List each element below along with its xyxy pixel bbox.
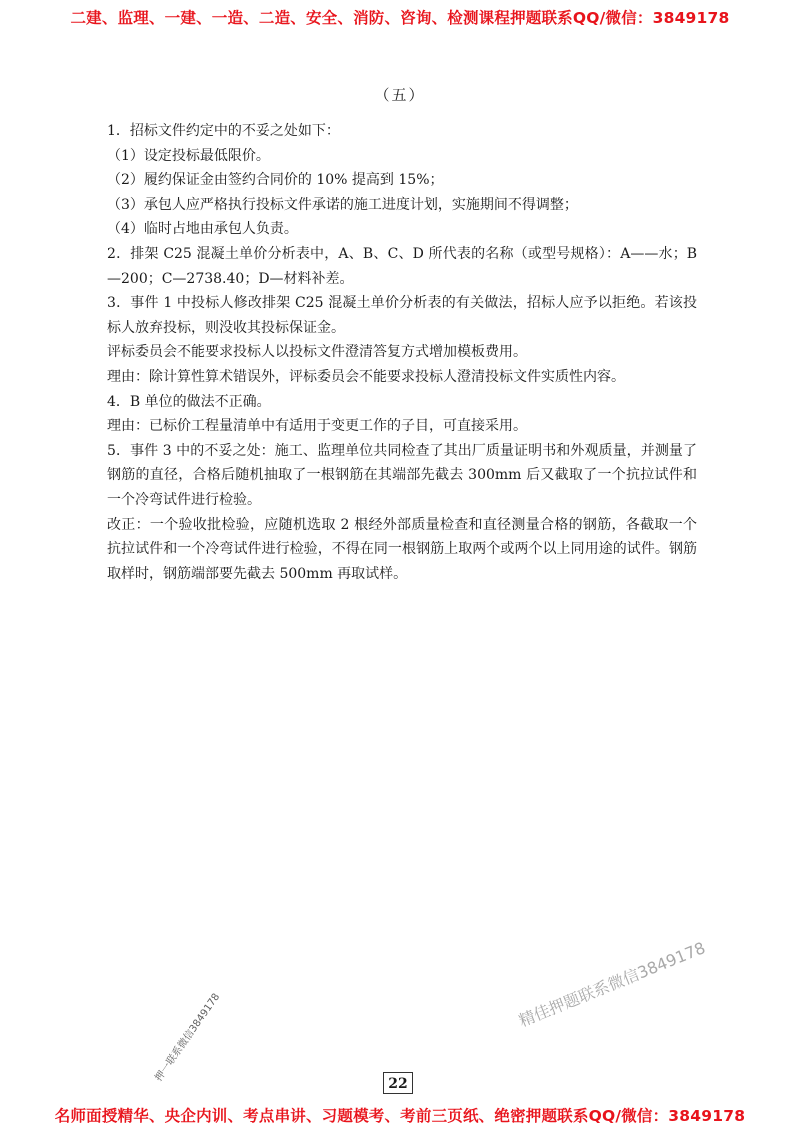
paragraph: 理由：除计算性算术错误外，评标委员会不能要求投标人澄清投标文件实质性内容。 [107,368,625,385]
watermark-left: 押一联系微信3849178 [153,991,223,1084]
watermark-right: 精佳押题联系微信3849178 [516,938,708,1031]
paragraph: 1．招标文件约定中的不妥之处如下： [107,123,340,139]
paragraph: 5．事件 3 中的不妥之处：施工、监理单位共同检查了其出厂质量证明书和外观质量，并测量了钢筋的直径，合格后随机抽取了一根钢筋在其端部先截去 300mm 后又截取了一个抗拉试件和一个冷弯试件进行检验。 [107,442,697,508]
paragraph: 改正：一个验收批检验，应随机选取 2 根经外部质量检查和直径测量合格的钢筋，各截取一个抗拉试件和一个冷弯试件进行检验，不得在同一根钢筋上取两个或两个以上同用途的试件。钢筋取样时，钢筋端部要先截去 500mm 再取试样。 [107,516,697,582]
answer-body [107,119,697,586]
paragraph: （3）承包人应严格执行投标文件承诺的施工进度计划，实施期间不得调整； [107,196,578,213]
top-banner: 二建、监理、一建、一造、二造、安全、消防、咨询、检测课程押题联系QQ/微信：3849178 [70,9,730,27]
paragraph: （2）履约保证金由签约合同价的 10% 提高到 15%； [107,172,444,189]
paragraph: 3．事件 1 中投标人修改排架 C25 混凝土单价分析表的有关做法，招标人应予以拒绝。若该投标人放弃投标，则没收其投标保证金。 [107,295,697,336]
page-number: 22 [383,1072,413,1094]
paragraph: 2．排架 C25 混凝土单价分析表中，A、B、C、D 所代表的名称（或型号规格）：A——水；B—200；C—2738.40；D—材料补差。 [107,245,697,287]
paragraph: （1）设定投标最低限价。 [107,147,270,164]
bottom-banner: 名师面授精华、央企内训、考点串讲、习题模考、考前三页纸、绝密押题联系QQ/微信：3849178 [54,1107,746,1125]
paragraph: 理由：已标价工程量清单中有适用于变更工作的子目，可直接采用。 [107,418,527,435]
paragraph: 评标委员会不能要求投标人以投标文件澄清答复方式增加模板费用。 [107,344,527,361]
paragraph: 4．B 单位的做法不正确。 [107,393,271,410]
paragraph: （4）临时占地由承包人负责。 [107,221,298,238]
section-title: （五） [374,86,426,104]
